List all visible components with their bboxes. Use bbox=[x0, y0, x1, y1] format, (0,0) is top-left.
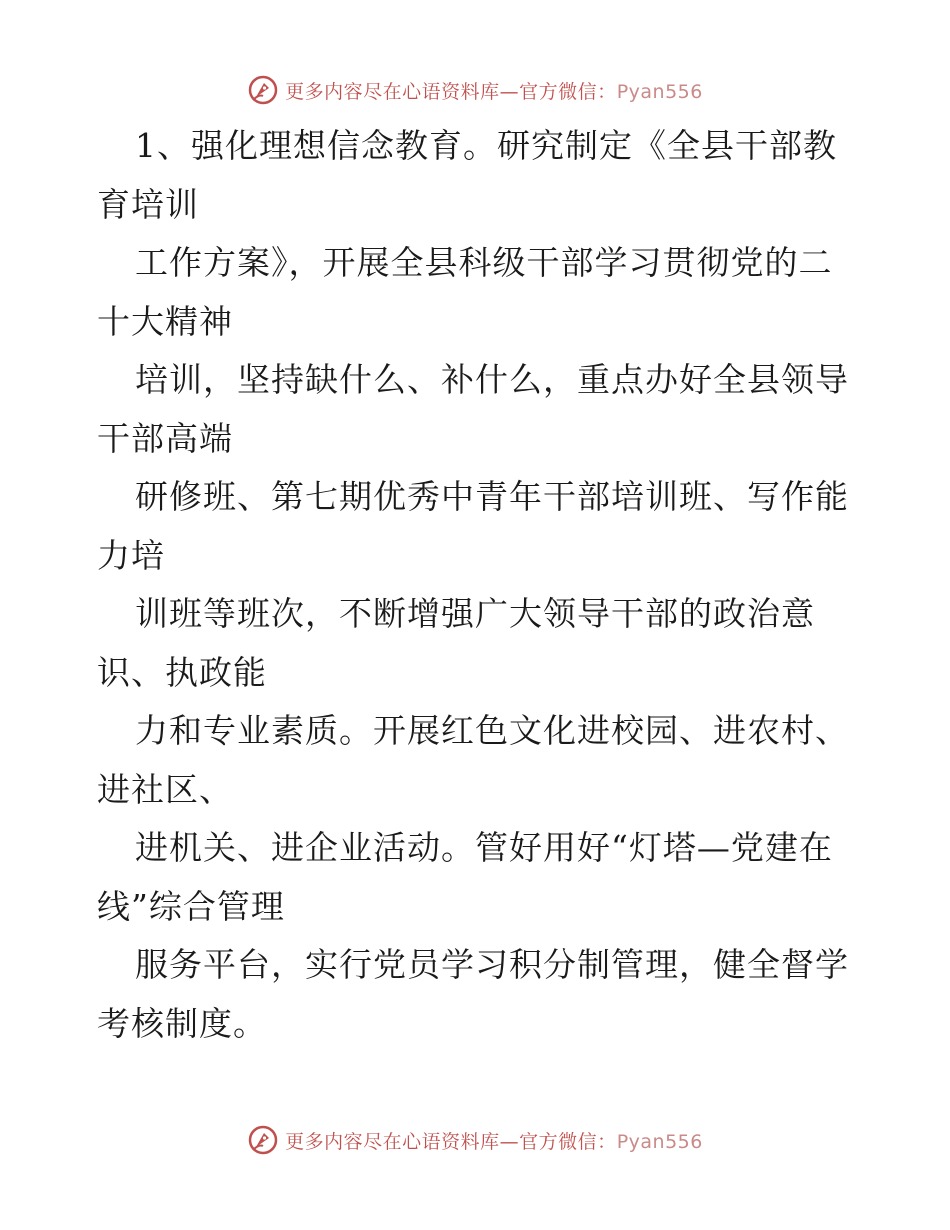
pen-nib-logo-icon bbox=[247, 1124, 279, 1156]
banner-wechat-id: Pyan556 bbox=[616, 1130, 703, 1153]
banner-content bbox=[247, 1124, 703, 1156]
body-line: 工作方案》，开展全县科级干部学习贯彻党的二 bbox=[135, 243, 833, 282]
body-line: 进机关、进企业活动。管好用好“灯塔—党建在 bbox=[135, 828, 833, 867]
body-line: 1、强化理想信念教育。研究制定《全县干部教 bbox=[135, 126, 837, 165]
body-line: 识、执政能 bbox=[97, 652, 267, 692]
body-line: 干部高端 bbox=[97, 418, 233, 458]
body-line: 进社区、 bbox=[97, 769, 233, 809]
banner-content bbox=[247, 74, 703, 106]
body-line: 研修班、第七期优秀中青年干部培训班、写作能 bbox=[135, 477, 849, 516]
header-banner bbox=[0, 70, 950, 110]
body-line: 考核制度。 bbox=[97, 1003, 267, 1043]
body-line: 训班等班次，不断增强广大领导干部的政治意 bbox=[135, 594, 815, 633]
banner-separator-text: —官方微信： bbox=[499, 1130, 617, 1153]
body-line: 培训，坚持缺什么、补什么，重点办好全县领导 bbox=[135, 360, 849, 399]
body-line: 服务平台，实行党员学习积分制管理，健全督学 bbox=[135, 945, 849, 984]
body-line: 育培训 bbox=[97, 184, 199, 224]
banner-text bbox=[285, 1127, 703, 1154]
document-body bbox=[97, 117, 857, 1053]
footer-banner bbox=[0, 1120, 950, 1160]
body-line: 力培 bbox=[97, 535, 165, 575]
pen-nib-logo-icon bbox=[247, 74, 279, 106]
body-line: 线”综合管理 bbox=[97, 886, 285, 926]
banner-separator-text: —官方微信： bbox=[499, 80, 617, 103]
body-line: 十大精神 bbox=[97, 301, 233, 341]
banner-wechat-id: Pyan556 bbox=[616, 80, 703, 103]
banner-main-text: 更多内容尽在心语资料库 bbox=[285, 1130, 500, 1153]
banner-main-text: 更多内容尽在心语资料库 bbox=[285, 80, 500, 103]
body-line: 力和专业素质。开展红色文化进校园、进农村、 bbox=[135, 711, 849, 750]
banner-text bbox=[285, 77, 703, 104]
